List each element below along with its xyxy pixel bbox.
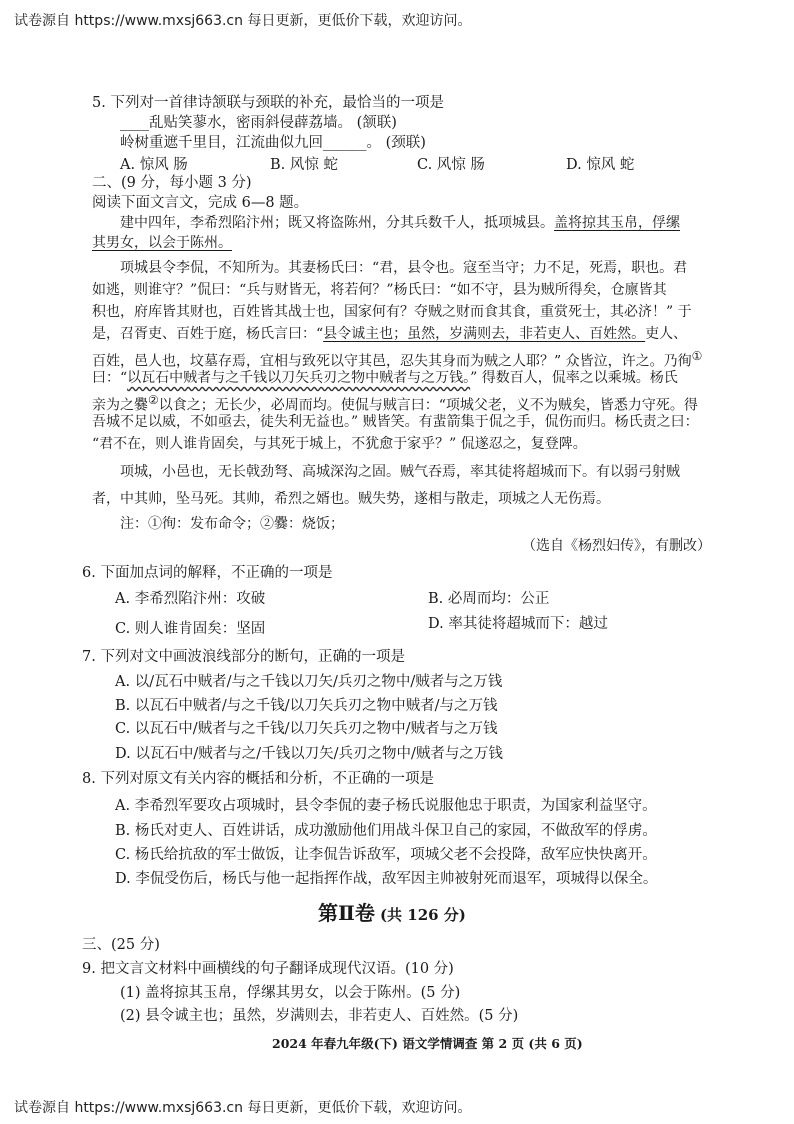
passage-p2-line6 [92, 368, 678, 388]
passage-text: 建中四年，李希烈陷汴州；既又将盗陈州，分其兵数千人，抵项城县。 [120, 215, 554, 231]
q8-option-b: B. 杨氏对吏人、百姓讲话，成功激励他们用战斗保卫自己的家园，不做敌军的俘虏。 [115, 823, 657, 839]
q7-option-d: D. 以瓦石中/贼者与之/千钱以刀矢/兵刃之物中/贼者与之万钱 [115, 746, 503, 762]
q5-line2: 岭树重遮千里目，江流曲似九回______。 (颈联) [120, 135, 426, 151]
note-marker-1: ① [691, 349, 703, 363]
q8-option-a: A. 李希烈军要攻占项城时，县令李侃的妻子杨氏说服他忠于职责，为国家利益坚守。 [115, 798, 657, 814]
part2-heading [318, 897, 466, 926]
q6-option-d: D. 率其徒将超城而下：越过 [428, 616, 608, 632]
passage-text: 曰：“ [92, 370, 128, 386]
passage-source: （选自《杨烈妇传》，有删改） [522, 538, 711, 554]
section3-heading: 三、(25 分) [82, 937, 160, 953]
passage-p3-line2: 者，中其帅，坠马死。其帅，希烈之婿也。贼失势，遂相与散走，项城之人无伤焉。 [92, 491, 610, 507]
q7-option-a: A. 以/瓦石中贼者/与之千钱以刀矢/兵刃之物中/贼者与之万钱 [115, 674, 503, 690]
q8-option-c: C. 杨氏给抗敌的军士做饭，让李侃告诉敌军，项城父老不会投降，敌军应快快离开。 [115, 847, 657, 863]
q6-stem: 6. 下面加点词的解释，不正确的一项是 [82, 565, 333, 581]
passage-p2-line8: 吾城不足以威，不如亟去，徒失利无益也。” 贼皆笑。有蜚箭集于侃之手，侃伤而归。杨氏责之曰： [92, 414, 699, 430]
section2-intro: 阅读下面文言文，完成 6—8 题。 [92, 195, 309, 211]
q8-stem: 8. 下列对原文有关内容的概括和分析，不正确的一项是 [82, 771, 434, 787]
passage-text: 吏人、 [645, 326, 688, 342]
q7-stem: 7. 下列对文中画波浪线部分的断句，正确的一项是 [82, 649, 405, 665]
q5-option-b: B. 风惊 蛇 [270, 157, 338, 173]
passage-p2-line9: “君不在，则人谁肯固矣，与其死于城上，不犹愈于家乎？” 侃遂忍之，复登陴。 [92, 436, 587, 452]
q9-sentence-2: (2) 县令诚主也；虽然，岁满则去，非若吏人、百姓然。(5 分) [120, 1008, 519, 1024]
q7-option-b: B. 以瓦石中贼者/与之千钱/以刀矢兵刃之物中贼者/与之万钱 [115, 698, 498, 714]
q5-option-c: C. 风惊 肠 [417, 157, 485, 173]
q5-option-a: A. 惊风 肠 [120, 157, 188, 173]
underlined-sentence-1: 盖将掠其玉帛，俘缧 [554, 215, 680, 231]
q6-option-b: B. 必周而均：公正 [428, 591, 550, 607]
passage-p1-line1 [120, 213, 680, 233]
q7-option-c: C. 以瓦石中/贼者与之千钱/以刀矢兵刃之物中/贼者与之万钱 [115, 721, 498, 737]
wavy-underlined-sentence: 以瓦石中贼者与之千钱以刀矢兵刃之物中贼者与之万钱。 [127, 370, 471, 386]
q5-line1: ____乱贴笑蓼水，密雨斜侵薜荔墙。 (颔联) [120, 115, 397, 131]
passage-text: 百姓，邑人也，坟墓存焉，宜相与致死以守其邑，忍失其身而为贼之人耶？” 众皆泣，许之。乃徇 [92, 353, 692, 370]
section2-heading: 二、(9 分，每小题 3 分) [92, 175, 252, 191]
underlined-sentence-2: 县令诚主也；虽然，岁满则去，非若吏人、百姓然。 [323, 326, 646, 342]
passage-text: 以食之；无长少，必周而均。使侃与贼言曰：“项城父老，义不为贼矣，皆悉力守死。得 [158, 397, 698, 414]
q9-sentence-1: (1) 盖将掠其玉帛，俘缧其男女，以会于陈州。(5 分) [120, 985, 461, 1001]
passage-text: 亲为之爨 [92, 397, 148, 414]
q5-stem: 5. 下列对一首律诗颔联与颈联的补充，最恰当的一项是 [92, 95, 444, 111]
q5-option-d: D. 惊风 蛇 [566, 157, 635, 173]
passage-text: ” 得数百人，侃率之以乘城。杨氏 [470, 370, 678, 386]
passage-p2-line3: 积也，府库皆其财也，百姓皆其战士也，国家何有？夺贼之财而食其食，重赏死士，其必济！” 于 [92, 304, 692, 320]
q9-stem: 9. 把文言文材料中画横线的句子翻译成现代汉语。(10 分) [82, 961, 454, 977]
underlined-sentence-1-cont: 其男女，以会于陈州。 [92, 235, 232, 251]
passage-p2-line4 [92, 324, 687, 344]
passage-p2-line2: 如逃，则谁守？”侃曰：“兵与财皆无，将若何？”杨氏曰：“如不守，县为贼所得矣，仓廪皆其 [92, 282, 667, 298]
passage-p2-line1: 项城县令李侃，不知所为。其妻杨氏曰：“君，县令也。寇至当守；力不足，死焉，职也。君 [120, 260, 688, 276]
q6-option-c: C. 则人谁肯固矣：坚固 [115, 621, 266, 637]
passage-p3-line1: 项城，小邑也，无长戟劲弩、高城深沟之固。贼气吞焉，率其徒将超城而下。有以弱弓射贼 [120, 464, 680, 480]
q6-option-a: A. 李希烈陷汴州：攻破 [115, 591, 266, 607]
passage-notes: 注：①徇：发布命令；②爨：烧饭； [120, 516, 344, 532]
watermark-top: 试卷源自 https://www.mxsj663.cn 每日更新，更低价下载，欢迎访问。 [14, 13, 472, 29]
page-footer: 2024 年春九年级(下) 语文学情调查 第 2 页 (共 6 页) [272, 1036, 583, 1051]
q8-option-d: D. 李侃受伤后，杨氏与他一起指挥作战，敌军因主帅被射死而退军，项城得以保全。 [115, 871, 658, 887]
watermark-bottom: 试卷源自 https://www.mxsj663.cn 每日更新，更低价下载，欢迎访问。 [14, 1100, 472, 1116]
part2-score: (共 126 分) [379, 906, 466, 924]
passage-p1-line2 [92, 233, 232, 253]
note-marker-2: ② [148, 393, 159, 407]
passage-text: 是，召胥吏、百姓于庭，杨氏言曰：“ [92, 326, 324, 342]
part2-title: 第Ⅱ卷 [318, 901, 375, 925]
